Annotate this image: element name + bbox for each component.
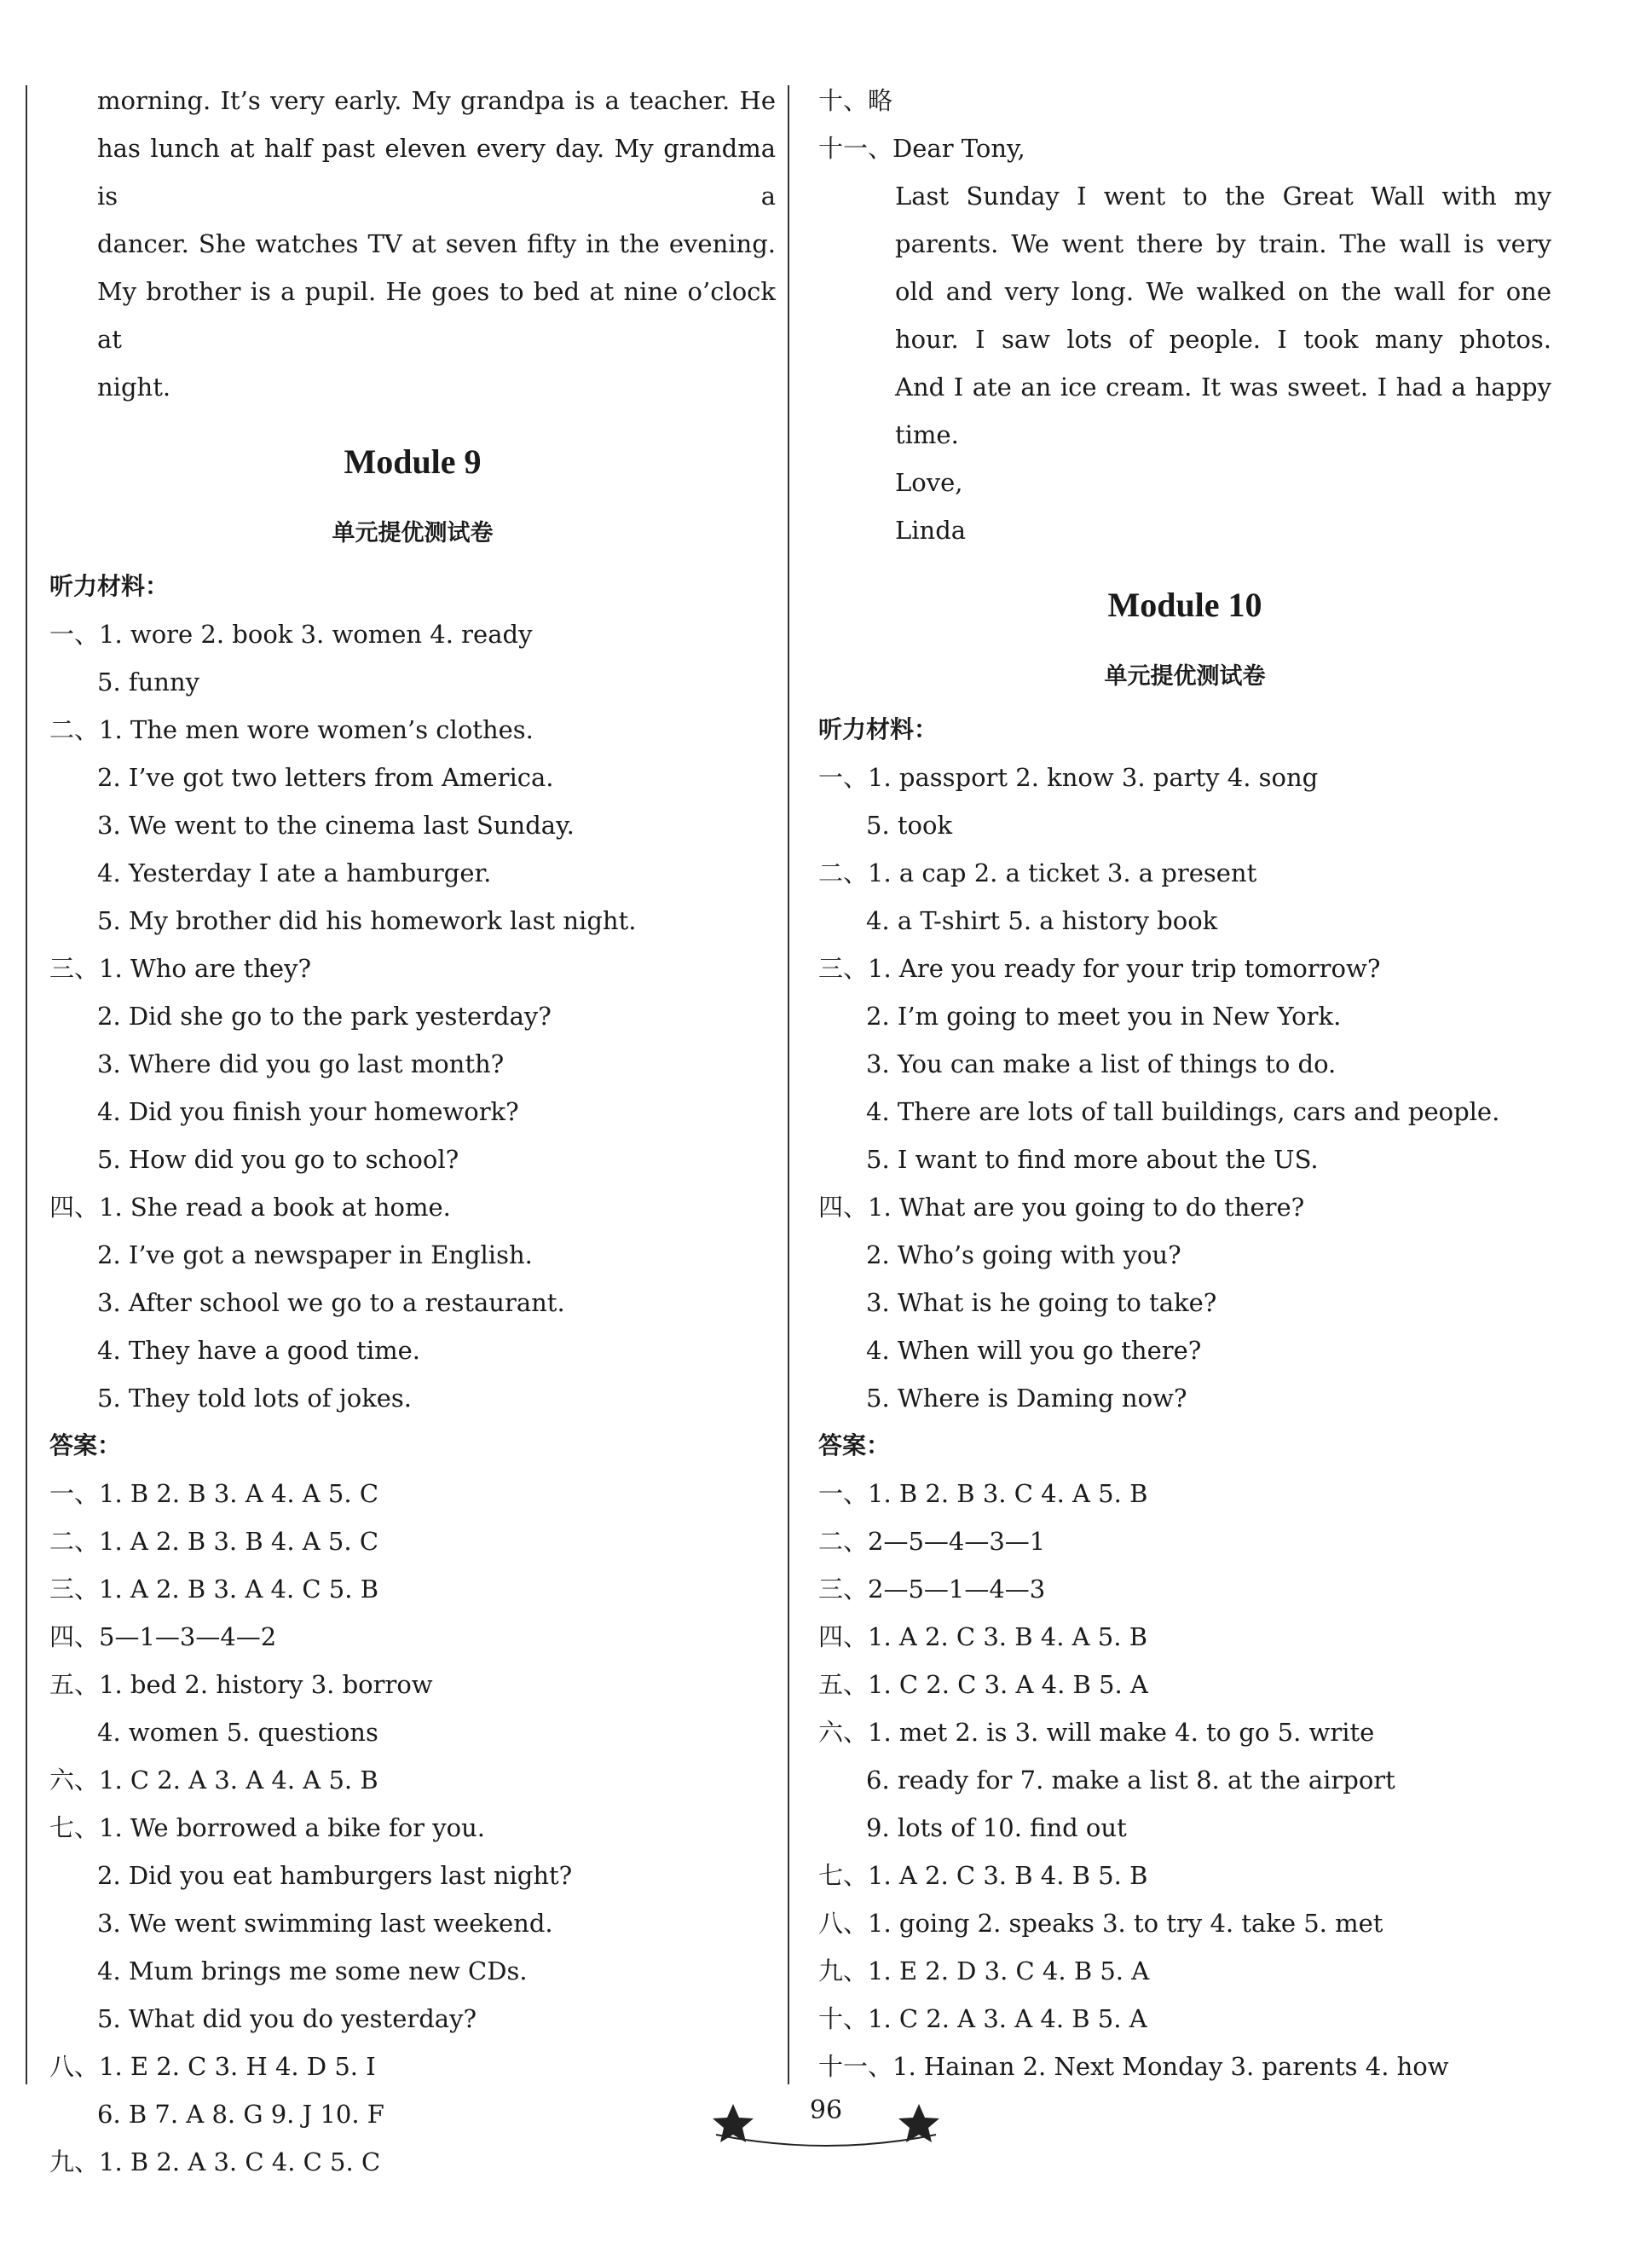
list-item: 3. After school we go to a restaurant. <box>97 1288 565 1317</box>
list-item: 二、2—5—4—3—1 <box>818 1527 1046 1556</box>
text-line: Love, <box>895 468 963 497</box>
list-item: 2. Did you eat hamburgers last night? <box>97 1861 573 1890</box>
list-item: 4. When will you go there? <box>866 1336 1202 1365</box>
page-footer <box>0 2089 1652 2157</box>
list-item: 2. Did she go to the park yesterday? <box>97 1002 552 1031</box>
list-item: 5. They told lots of jokes. <box>97 1384 413 1413</box>
list-item: 4. a T-shirt 5. a history book <box>866 906 1218 935</box>
list-item: 6. B 7. A 8. G 9. J 10. F <box>97 2100 384 2129</box>
list-item: 三、1. Who are they? <box>49 954 312 983</box>
list-item: 5. What did you do yesterday? <box>97 2004 477 2033</box>
list-item: 三、2—5—1—4—3 <box>818 1575 1046 1604</box>
list-item: 3. We went to the cinema last Sunday. <box>97 811 575 840</box>
left-column <box>49 77 776 2186</box>
text-line: And I ate an ice cream. It was sweet. I had a happy <box>895 373 1551 402</box>
list-item: 四、1. What are you going to do there? <box>818 1193 1305 1222</box>
text-line: hour. I saw lots of people. I took many photos. <box>895 325 1551 354</box>
module-9-subtitle: 单元提优测试卷 <box>332 520 494 546</box>
text-line: morning. It’s very early. My grandpa is a teacher. He <box>97 86 776 115</box>
list-item: 5. funny <box>97 668 200 696</box>
list-item: 4. Mum brings me some new CDs. <box>97 1956 528 1985</box>
text-line: My brother is a pupil. He goes to bed at nine o’clock at <box>97 277 776 354</box>
list-item: 六、1. met 2. is 3. will make 4. to go 5. write <box>818 1718 1375 1747</box>
text-line: night. <box>97 373 171 402</box>
text-line: parents. We went there by train. The wall is very <box>895 229 1551 258</box>
list-item: 十、略 <box>818 86 893 115</box>
listening-label: 听力材料： <box>49 572 170 600</box>
list-item: 一、1. B 2. B 3. A 4. A 5. C <box>49 1479 379 1508</box>
list-item: 2. I’m going to meet you in New York. <box>866 1002 1342 1031</box>
list-item: 9. lots of 10. find out <box>866 1813 1127 1842</box>
text-line: Linda <box>895 516 967 545</box>
list-item: 5. took <box>866 811 953 840</box>
list-item: 九、1. B 2. A 3. C 4. C 5. C <box>49 2147 381 2176</box>
list-item: 五、1. C 2. C 3. A 4. B 5. A <box>818 1670 1148 1699</box>
module-10-title: Module 10 <box>1107 586 1262 624</box>
list-item: 三、1. Are you ready for your trip tomorrow? <box>818 954 1381 983</box>
list-item: 十一、Dear Tony, <box>818 134 1025 163</box>
list-item: 七、1. We borrowed a bike for you. <box>49 1813 485 1842</box>
answers-label: 答案： <box>49 1431 122 1459</box>
list-item: 七、1. A 2. C 3. B 4. B 5. B <box>818 1861 1148 1890</box>
list-item: 5. I want to find more about the US. <box>866 1145 1319 1174</box>
answers-label: 答案： <box>818 1431 891 1459</box>
list-item: 四、1. She read a book at home. <box>49 1193 451 1222</box>
text-line: old and very long. We walked on the wall for one <box>895 277 1551 306</box>
list-item: 十、1. C 2. A 3. A 4. B 5. A <box>818 2004 1147 2033</box>
list-item: 2. Who’s going with you? <box>866 1240 1181 1269</box>
text-line: dancer. She watches TV at seven fifty in the evening. <box>97 229 776 258</box>
list-item: 五、1. bed 2. history 3. borrow <box>49 1670 433 1699</box>
text-line: time. <box>895 420 959 449</box>
list-item: 3. We went swimming last weekend. <box>97 1909 553 1938</box>
list-item: 5. How did you go to school? <box>97 1145 459 1174</box>
list-item: 3. What is he going to take? <box>866 1288 1217 1317</box>
list-item: 二、1. The men wore women’s clothes. <box>49 715 534 744</box>
list-item: 2. I’ve got a newspaper in English. <box>97 1240 533 1269</box>
list-item: 十一、1. Hainan 2. Next Monday 3. parents 4. how <box>818 2052 1449 2081</box>
list-item: 二、1. a cap 2. a ticket 3. a present <box>818 858 1257 887</box>
list-item: 4. women 5. questions <box>97 1718 378 1747</box>
intro-paragraph <box>49 77 776 411</box>
list-item: 八、1. E 2. C 3. H 4. D 5. I <box>49 2052 376 2081</box>
module-10-subtitle: 单元提优测试卷 <box>1104 663 1266 690</box>
list-item: 3. Where did you go last month? <box>97 1049 505 1078</box>
listening-label: 听力材料： <box>818 715 939 743</box>
list-item: 一、1. B 2. B 3. C 4. A 5. B <box>818 1479 1148 1508</box>
module-9-title: Module 9 <box>344 442 482 481</box>
text-line: Last Sunday I went to the Great Wall with my <box>895 182 1551 211</box>
list-item: 二、1. A 2. B 3. B 4. A 5. C <box>49 1527 379 1556</box>
page-number: 96 <box>809 2095 843 2125</box>
list-item: 4. Yesterday I ate a hamburger. <box>97 858 492 887</box>
list-item: 6. ready for 7. make a list 8. at the airport <box>866 1766 1395 1795</box>
answers-list <box>818 1470 1551 2090</box>
list-item: 一、1. passport 2. know 3. party 4. song <box>818 763 1319 792</box>
column-divider <box>788 85 789 2084</box>
right-column <box>818 77 1551 2090</box>
list-item: 四、1. A 2. C 3. B 4. A 5. B <box>818 1622 1148 1651</box>
list-item: 八、1. going 2. speaks 3. to try 4. take 5. met <box>818 1909 1383 1938</box>
list-item: 3. You can make a list of things to do. <box>866 1049 1337 1078</box>
list-item: 2. I’ve got two letters from America. <box>97 763 554 792</box>
text-line: has lunch at half past eleven every day. My grandma is a <box>97 134 776 211</box>
list-item: 4. Did you finish your homework? <box>97 1097 519 1126</box>
list-item: 一、1. wore 2. book 3. women 4. ready <box>49 620 533 649</box>
listening-list <box>49 610 776 1422</box>
left-margin-rule <box>26 85 27 2084</box>
list-item: 5. My brother did his homework last night. <box>97 906 637 935</box>
list-item: 九、1. E 2. D 3. C 4. B 5. A <box>818 1956 1150 1985</box>
answers-list <box>49 1470 776 2186</box>
list-item: 三、1. A 2. B 3. A 4. C 5. B <box>49 1575 379 1604</box>
list-item: 四、5—1—3—4—2 <box>49 1622 277 1651</box>
letter-body <box>818 172 1551 554</box>
list-item: 4. They have a good time. <box>97 1336 420 1365</box>
listening-list <box>818 754 1551 1422</box>
list-item: 4. There are lots of tall buildings, cars and people. <box>866 1097 1500 1126</box>
list-item: 5. Where is Daming now? <box>866 1384 1187 1413</box>
list-item: 六、1. C 2. A 3. A 4. A 5. B <box>49 1766 378 1795</box>
